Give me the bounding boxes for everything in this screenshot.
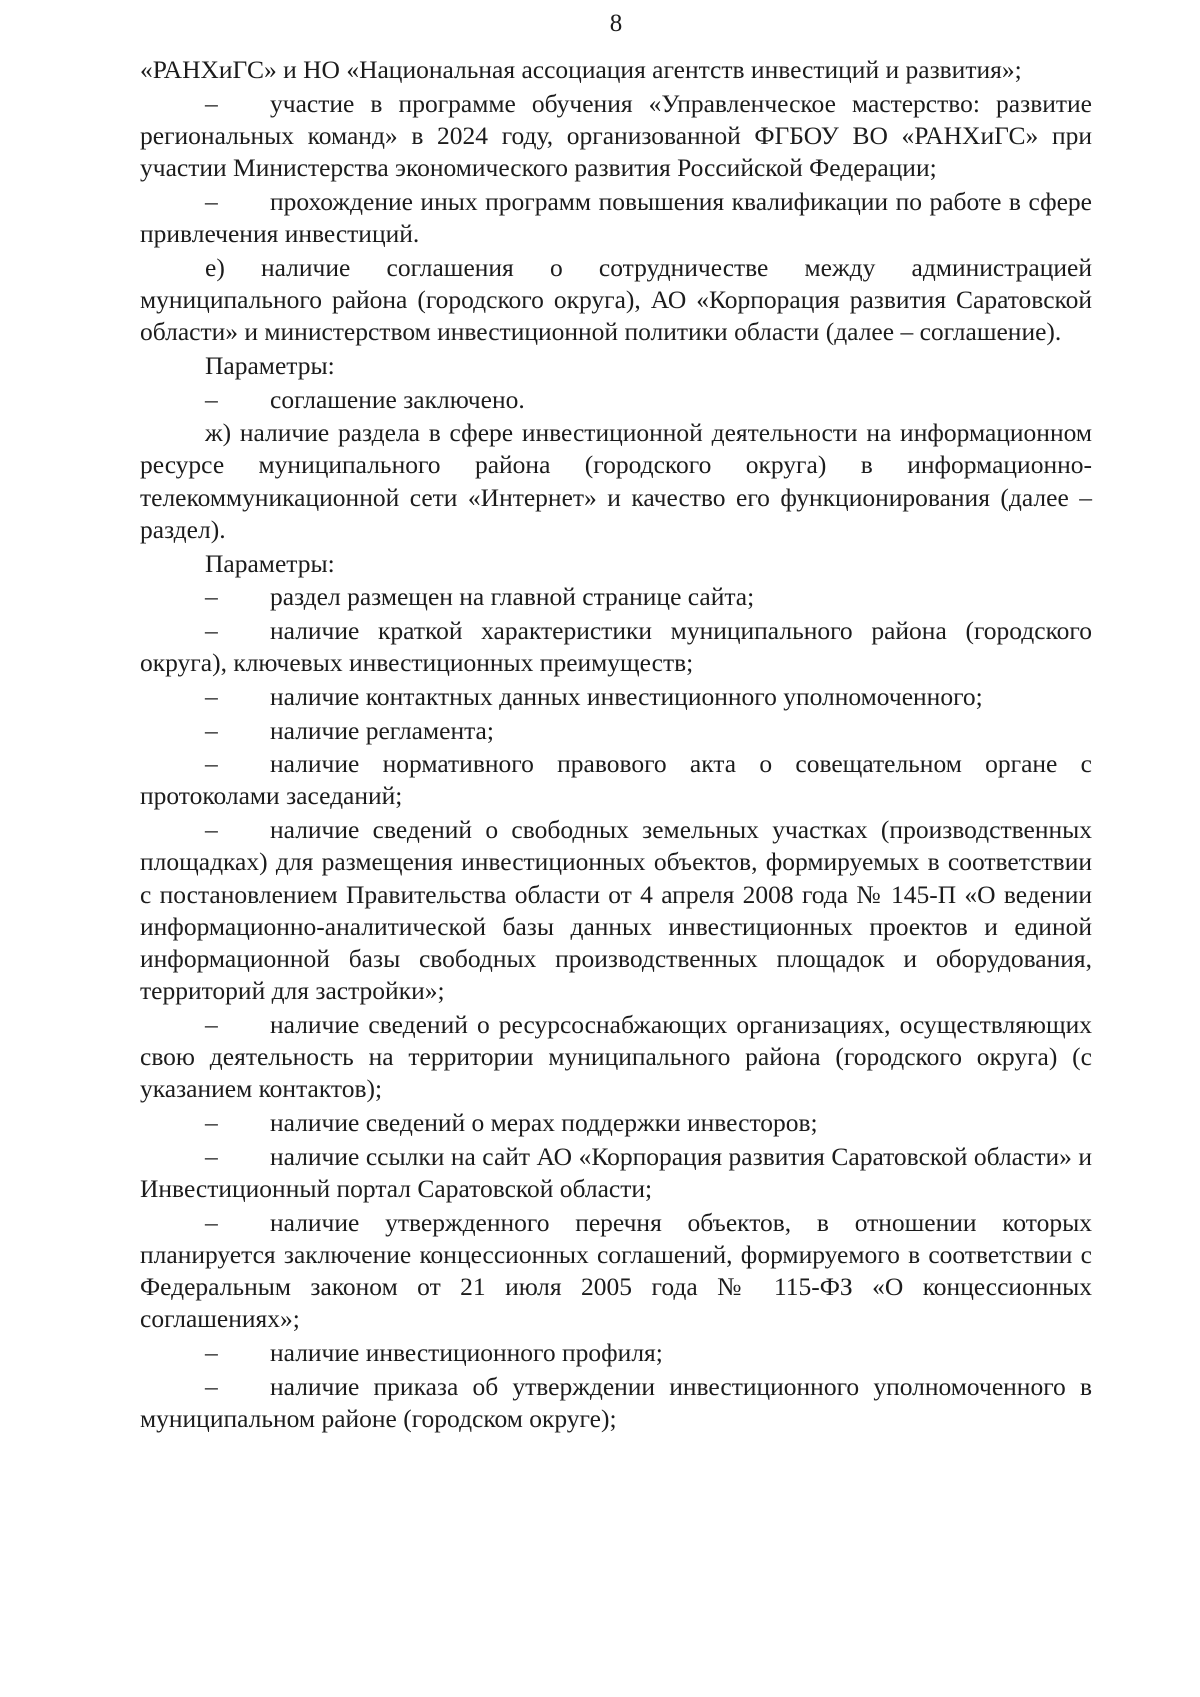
dash-bullet: –: [205, 615, 218, 645]
list-item: – наличие нормативного правового акта о совещательном органе с протоколами заседаний;: [140, 749, 1092, 811]
list-item: – наличие сведений о свободных земельных участках (производственных площадках) для размещения инвестиционных объектов, формируемых в соответствии с постановлением Правительства области от 4 апреля 2008 года № 145-П «О ведении информационно-аналитической базы данных инвестиционных проектов и единой информационной базы свободных производственных площадок и оборудования, территорий для застройки»;: [140, 815, 1092, 1006]
list-item: – прохождение иных программ повышения квалификации по работе в сфере привлечения инвестиций.: [140, 186, 1092, 249]
list-item: – наличие ссылки на сайт АО «Корпорация развития Саратовской области» и Инвестиционный портал Саратовской области;: [140, 1141, 1092, 1203]
dash-bullet: –: [205, 815, 218, 845]
list-item: – участие в программе обучения «Управленческое мастерство: развитие региональных команд» в 2024 году, организованной ФГБОУ ВО «РАНХиГС» при участии Министерства экономического развития Российской Федерации;: [140, 88, 1092, 183]
dash-bullet: –: [205, 1108, 218, 1137]
parameters-heading: Параметры:: [205, 350, 335, 380]
document-page: [140, 0, 1092, 1697]
dash-bullet: –: [205, 1207, 218, 1237]
list-item: – наличие контактных данных инвестиционного уполномоченного;: [140, 681, 1092, 713]
dash-bullet: –: [205, 681, 218, 711]
list-item: – наличие краткой характеристики муниципального района (городского округа), ключевых инвестиционных преимуществ;: [140, 615, 1092, 678]
parameters-heading: Параметры:: [205, 548, 335, 578]
dash-bullet: –: [205, 749, 218, 779]
list-item: – наличие сведений о мерах поддержки инвесторов;: [140, 1107, 1092, 1139]
list-item: – наличие приказа об утверждении инвестиционного уполномоченного в муниципальном районе (городском округе);: [140, 1371, 1092, 1433]
paragraph-continuation: «РАНХиГС» и НО «Национальная ассоциация агентств инвестиций и развития»;: [140, 55, 1022, 84]
list-item: – раздел размещен на главной странице сайта;: [140, 581, 1092, 613]
dash-bullet: –: [205, 1009, 218, 1039]
dash-bullet: –: [205, 582, 218, 612]
document-body: [140, 54, 1092, 1437]
dash-bullet: –: [205, 715, 218, 745]
page-number: 8: [609, 10, 623, 37]
dash-bullet: –: [205, 384, 218, 414]
dash-bullet: –: [205, 1371, 218, 1401]
list-item: – наличие утвержденного перечня объектов, в отношении которых планируется заключение концессионных соглашений, формируемого в соответствии с Федеральным законом от 21 июля 2005 года № 115-ФЗ «О концессионных соглашениях»;: [140, 1207, 1092, 1334]
dash-bullet: –: [205, 186, 218, 216]
list-item: – соглашение заключено.: [140, 384, 1092, 416]
paragraph-e: е) наличие соглашения о сотрудничестве между администрацией муниципального района (городского округа), АО «Корпорация развития Саратовской области» и министерством инвестиционной политики области (далее – соглашение).: [140, 252, 1092, 347]
list-item: – наличие регламента;: [140, 715, 1092, 747]
list-item: – наличие инвестиционного профиля;: [140, 1337, 1092, 1369]
paragraph-zh: ж) наличие раздела в сфере инвестиционной деятельности на информационном ресурсе муниципального района (городского округа) в информационно-телекоммуникационной сети «Интернет» и качество его функционирования (далее – раздел).: [140, 418, 1092, 544]
list-item: – наличие сведений о ресурсоснабжающих организациях, осуществляющих свою деятельность на территории муниципального района (городского округа) (с указанием контактов);: [140, 1009, 1092, 1104]
dash-bullet: –: [205, 1141, 218, 1171]
dash-bullet: –: [205, 1337, 218, 1367]
dash-bullet: –: [205, 88, 218, 118]
